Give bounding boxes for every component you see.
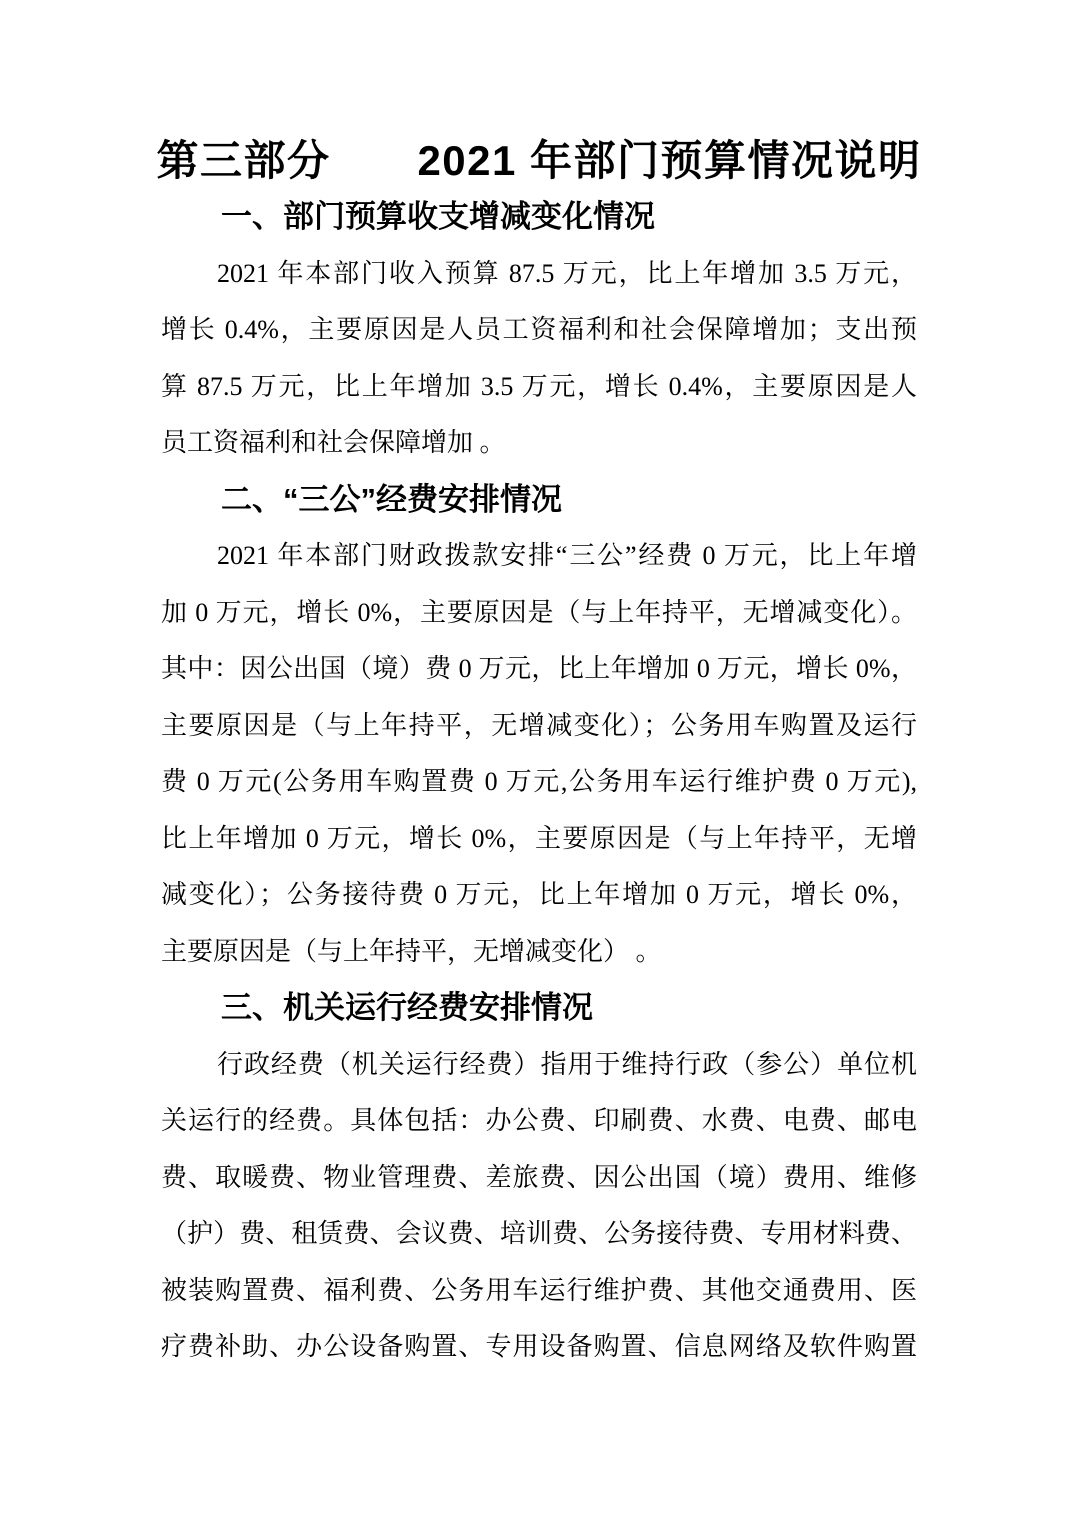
para-3-line-2: 关运行的经费。具体包括：办公费、印刷费、水费、电费、邮电 [161, 1106, 917, 1135]
para-2-line-8: 主要原因是（与上年持平，无增减变化） 。 [161, 936, 662, 966]
para-2-line-7: 减变化）；公务接待费 0 万元，比上年增加 0 万元，增长 0%， [161, 880, 917, 909]
section-heading-1: 一、部门预算收支增减变化情况 [221, 199, 655, 234]
document-title: 第三部分 2021 年部门预算情况说明 [156, 137, 922, 184]
section-heading-2: 二、“三公”经费安排情况 [221, 481, 562, 517]
para-2-line-5: 费 0 万元(公务用车购置费 0 万元,公务用车运行维护费 0 万元), [161, 767, 917, 796]
para-2-line-4: 主要原因是（与上年持平，无增减变化）；公务用车购置及运行 [161, 710, 917, 740]
para-3-line-3: 费、取暖费、物业管理费、差旅费、因公出国（境）费用、维修 [161, 1162, 917, 1192]
para-1-line-2: 增长 0.4%，主要原因是人员工资福利和社会保障增加；支出预 [161, 315, 917, 344]
para-1-line-3: 算 87.5 万元，比上年增加 3.5 万元，增长 0.4%，主要原因是人 [161, 371, 917, 401]
para-1-line-4: 员工资福利和社会保障增加 。 [161, 428, 506, 457]
para-2-line-6: 比上年增加 0 万元，增长 0%，主要原因是（与上年持平，无增 [161, 823, 917, 853]
para-2-line-1: 2021 年本部门财政拨款安排“三公”经费 0 万元，比上年增 [217, 541, 917, 570]
section-heading-3: 三、机关运行经费安排情况 [221, 990, 593, 1025]
title-block [156, 0, 922, 189]
para-1-line-1: 2021 年本部门收入预算 87.5 万元，比上年增加 3.5 万元， [217, 258, 917, 288]
para-3-line-1: 行政经费（机关运行经费）指用于维持行政（参公）单位机 [217, 1049, 917, 1079]
para-3-line-5: 被装购置费、福利费、公务用车运行维护费、其他交通费用、医 [161, 1275, 917, 1305]
para-2-line-2: 加 0 万元，增长 0%，主要原因是（与上年持平，无增减变化）。 [161, 597, 917, 627]
para-3-line-6: 疗费补助、办公设备购置、专用设备购置、信息网络及软件购置 [161, 1332, 917, 1361]
para-2-line-3: 其中：因公出国（境）费 0 万元，比上年增加 0 万元，增长 0%， [161, 654, 917, 683]
para-3-line-4: （护）费、租赁费、会议费、培训费、公务接待费、专用材料费、 [161, 1219, 917, 1248]
document-content [156, 0, 922, 1376]
